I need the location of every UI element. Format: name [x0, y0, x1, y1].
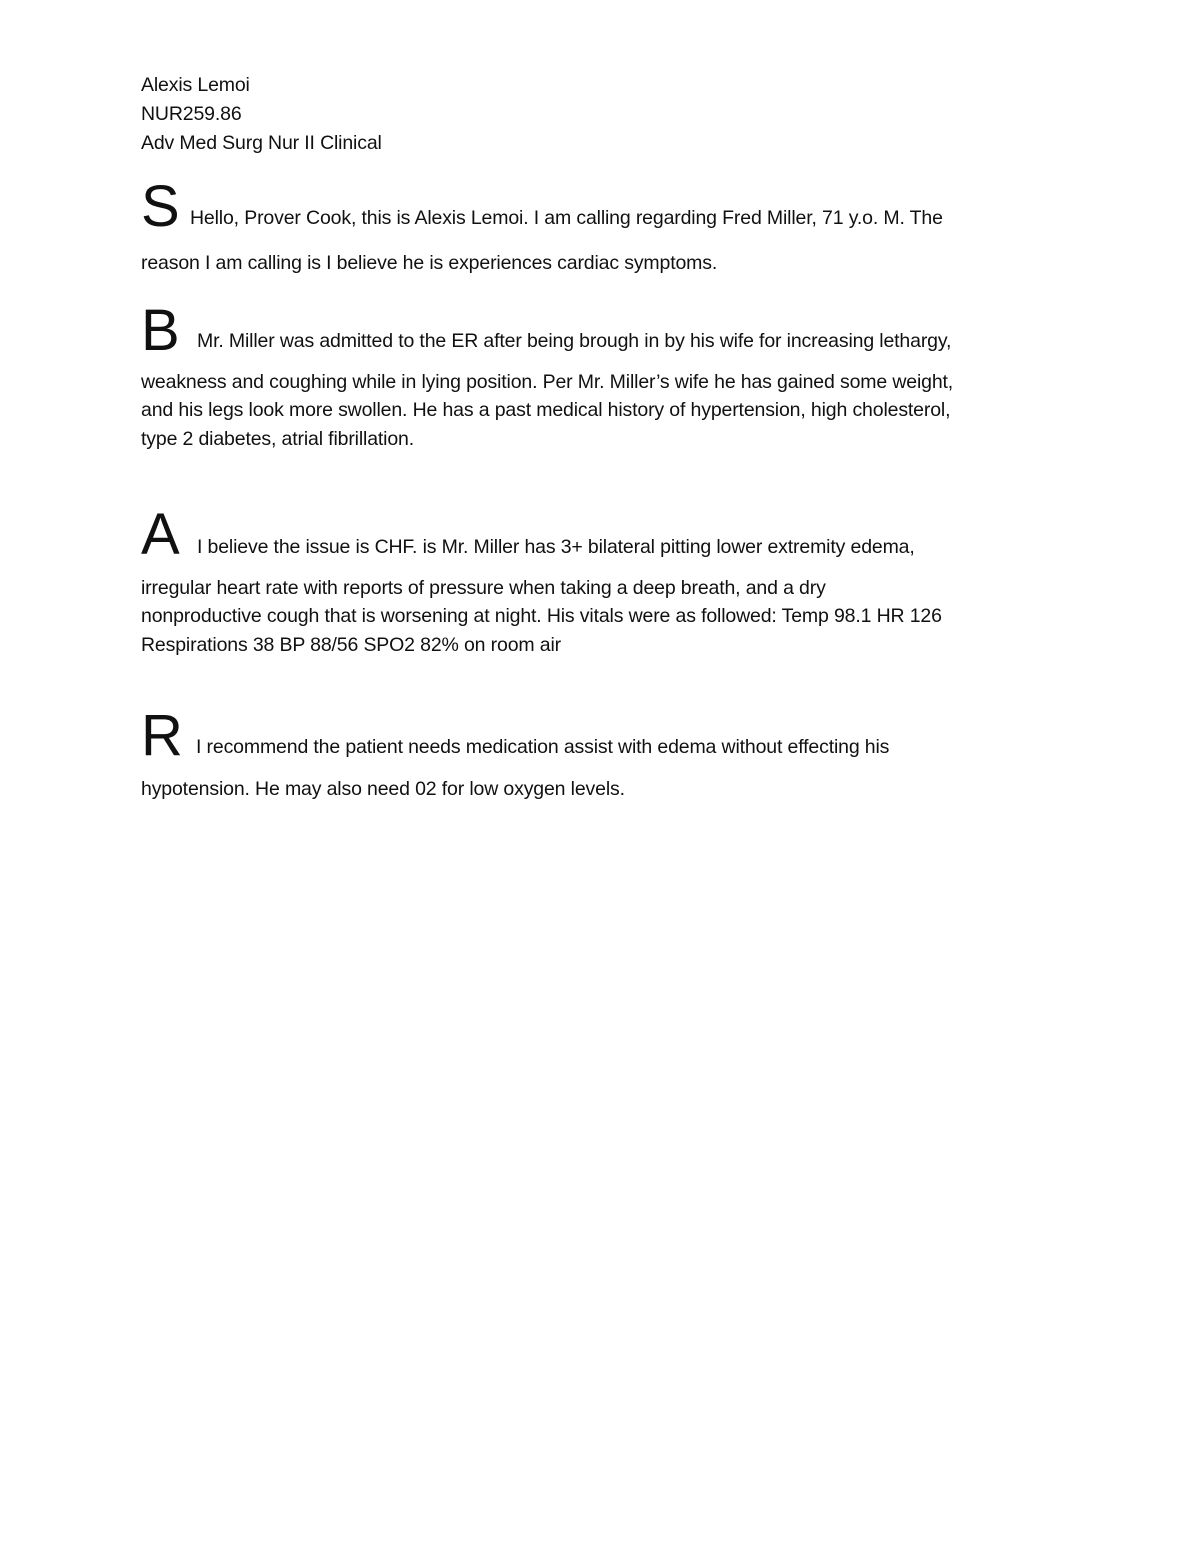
section-letter-b: B	[141, 298, 180, 363]
background-line-4: type 2 diabetes, atrial fibrillation.	[141, 428, 415, 450]
section-letter-s: S	[141, 174, 180, 239]
author-name: Alexis Lemoi	[141, 74, 250, 96]
background-line-3: and his legs look more swollen. He has a past medical history of hypertension, high cholesterol,	[141, 399, 951, 421]
situation-line-2: reason I am calling is I believe he is experiences cardiac symptoms.	[141, 252, 718, 274]
course-name: Adv Med Surg Nur II Clinical	[141, 132, 382, 154]
background-line-2: weakness and coughing while in lying position. Per Mr. Miller’s wife he has gained some weight,	[141, 371, 954, 393]
assessment-line-4: Respirations 38 BP 88/56 SPO2 82% on room air	[141, 634, 561, 656]
recommendation-line-1: I recommend the patient needs medication assist with edema without effecting his	[196, 736, 890, 758]
recommendation-line-2: hypotension. He may also need 02 for low oxygen levels.	[141, 778, 625, 800]
assessment-line-2: irregular heart rate with reports of pressure when taking a deep breath, and a dry	[141, 577, 826, 599]
section-letter-a: A	[141, 502, 180, 567]
situation-line-1: Hello, Prover Cook, this is Alexis Lemoi. I am calling regarding Fred Miller, 71 y.o. M. The	[190, 207, 943, 229]
assessment-line-1: I believe the issue is CHF. is Mr. Miller has 3+ bilateral pitting lower extremity edema,	[197, 536, 915, 558]
section-letter-r: R	[141, 703, 183, 768]
course-code: NUR259.86	[141, 103, 242, 125]
assessment-line-3: nonproductive cough that is worsening at night. His vitals were as followed: Temp 98.1 HR 126	[141, 605, 942, 627]
background-line-1: Mr. Miller was admitted to the ER after being brough in by his wife for increasing lethargy,	[197, 330, 952, 352]
